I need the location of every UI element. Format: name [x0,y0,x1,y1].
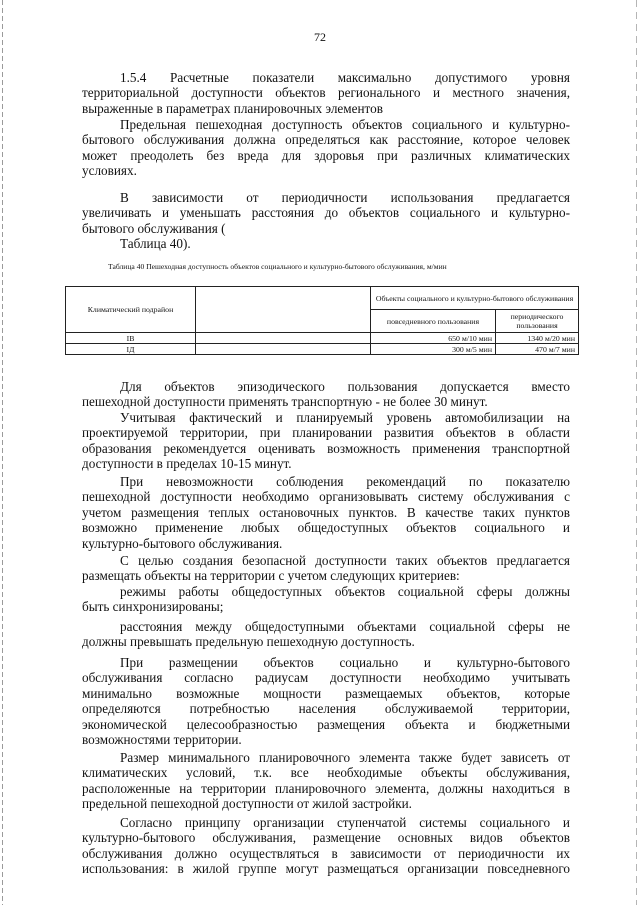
text-line: культурно-бытового обслуживания. [82,535,283,551]
text-line: Для объектов эпизодического пользования допускается вместо [120,379,570,394]
heading-line: выраженные в параметрах планировочных элементов [82,100,383,116]
page-number: 72 [314,30,326,44]
text-line: использования: в жилой группе могут размещаться организации повседневного [82,861,570,877]
heading-line: 1.5.4 Расчетные показатели максимально допустимого уровня [120,70,570,85]
cell-empty [196,333,371,344]
table-caption: Таблица 40 Пешеходная доступность объектов социального и культурно-бытового обслуживания, м/мин [108,262,447,271]
text-line: условиях. [82,163,137,179]
text-line: учетом размещения теплых остановочных пунктов. В качестве таких пунктов [82,504,570,520]
paragraph-warm-stops [82,474,570,551]
paragraph-motorization [82,410,570,472]
text-line: обслуживания согласно радиусам доступности необходимо учитывать [82,670,570,686]
heading-line: территориальной доступности объектов регионального и местного значения, [82,85,570,101]
text-line: может преодолеть без вреда для здоровья при различных климатических [82,147,570,163]
pedestrian-access-table [65,286,579,355]
text-line: Таблица 40). [120,236,191,252]
cell-empty [196,344,371,355]
header-empty-cell [196,287,371,333]
text-line: размещать объекты на территории с учетом следующих критериев: [82,568,460,584]
text-line: увеличивать и уменьшать расстояния до объектов социального и культурно- [82,205,570,221]
text-line: Учитывая фактический и планируемый уровень автомобилизации на [120,410,570,425]
paragraph-placement [82,655,570,747]
text-line: проектируемой территории, при планировании развития объектов в области [82,425,570,441]
cell-daily: 650 м/10 мин [371,333,496,344]
text-line: доступности в пределах 10-15 минут. [82,456,292,472]
text-line: минимально возможные мощности размещаемых объектов, которые [82,685,570,701]
cell-periodic: 1340 м/20 мин [496,333,579,344]
text-line: климатических условий, т.к. все необходимые объекты обслуживания, [82,765,570,781]
criterion-distances [82,619,570,650]
text-line: должны превышать предельную пешеходную доступность. [82,634,415,650]
text-line: При невозможности соблюдения рекомендаций по показателю [120,474,570,489]
text-line: пешеходной доступности применять транспортную - не более 30 минут. [82,394,488,410]
text-line: обслуживания должно осуществляться в зависимости от периодичности их [82,845,570,861]
paragraph-pedestrian-access [82,117,570,179]
cell-region: IД [66,344,196,355]
header-service-objects: Объекты социального и культурно-бытового обслуживания [371,287,579,310]
text-line: определяются потребностью населения обслуживаемой территории, [82,701,570,717]
text-line: При размещении объектов социально и культурно-бытового [120,655,570,670]
text-line: режимы работы общедоступных объектов социальной сферы должны [120,584,570,599]
header-periodic-use: периодического пользования [496,310,579,333]
text-line: возможностями территории. [82,732,242,748]
text-line: культурно-бытового обслуживания, размещение основных видов объектов [82,830,570,846]
text-line: образования рекомендуется оценивать возможность применения транспортной [82,440,570,456]
cell-region: IB [66,333,196,344]
scan-edge-left [2,0,3,905]
header-climatic-subregion: Климатический подрайон [66,287,196,333]
scan-edge-right [636,0,637,905]
table-row [66,333,579,344]
paragraph-episodic-use [82,379,570,410]
header-daily-use: повседневного пользования [371,310,496,333]
paragraph-planning-element [82,750,570,812]
text-line: предельной пешеходной доступности от жилой застройки. [82,796,412,812]
text-line: С целью создания безопасной доступности таких объектов предлагается [120,553,570,568]
text-line: экономической целесообразностью размещения объекта и бюджетными [82,716,570,732]
text-line: Согласно принципу организации ступенчатой системы социального и [120,815,570,830]
paragraph-safe-access [82,553,570,584]
text-line: Размер минимального планировочного элемента также будет зависеть от [120,750,570,765]
cell-periodic: 470 м/7 мин [496,344,579,355]
text-line: быть синхронизированы; [82,599,224,615]
criterion-working-hours [82,584,570,615]
text-line: В зависимости от периодичности использования предлагается [120,190,570,205]
text-line: бытового обслуживания должна определяться как расстояние, которое человек [82,132,570,148]
cell-daily: 300 м/5 мин [371,344,496,355]
paragraph-stepped-system [82,815,570,877]
table-row [66,344,579,355]
paragraph-periodicity [82,190,570,252]
text-line: пешеходной доступности необходимо организовывать систему обслуживания с [82,489,570,505]
section-heading [82,70,570,116]
text-line: расстояния между общедоступными объектами социальной сферы не [120,619,570,634]
text-line: расположенные на территории планировочного элемента, должны находиться в [82,780,570,796]
text-line: возможно применение любых общедоступных объектов социального и [82,520,570,536]
text-line: бытового обслуживания ( [82,220,226,236]
text-line: Предельная пешеходная доступность объектов социального и культурно- [120,117,570,132]
